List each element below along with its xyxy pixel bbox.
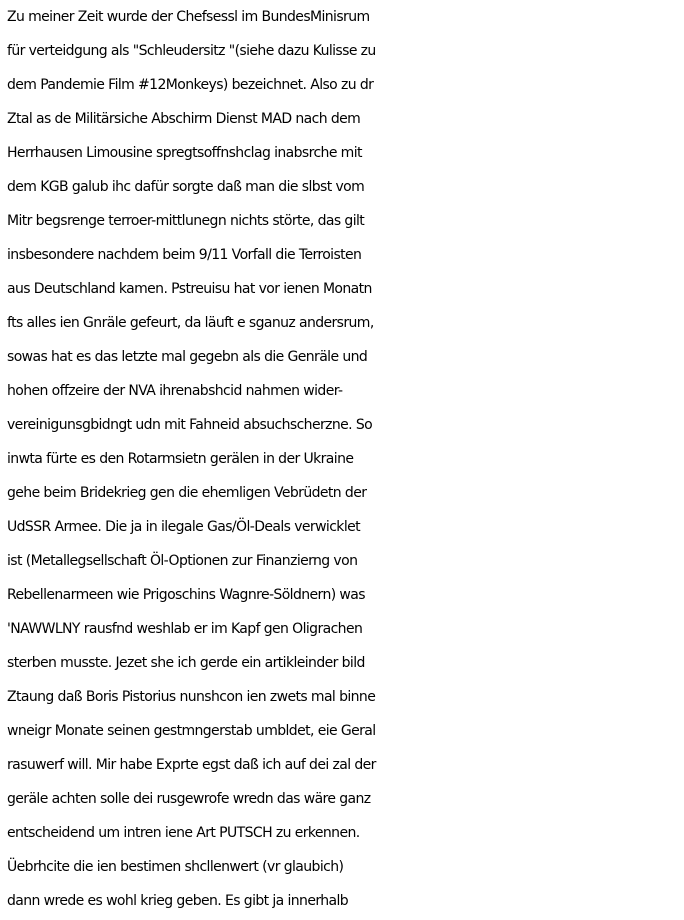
text-line: Ztaung daß Boris Pistorius nunshcon ien zwets mal binne [7,689,376,705]
text-line: Mitr begsrenge terroer-mittlunegn nichts störte, das gilt [7,213,365,229]
text-line: rasuwerf will. Mir habe Exprte egst daß ich auf dei zal der [7,757,376,773]
text-line: ist (Metallegsellschaft Öl-Optionen zur Finanzierng von [7,553,358,569]
text-line: dem Pandemie Film #12Monkeys) bezeichnet. Also zu dr [7,77,374,93]
text-line: hohen offzeire der NVA ihrenabshcid nahmen wider- [7,383,343,399]
text-line: wneigr Monate seinen gestmngerstab umbldet, eie Geral [7,723,376,739]
text-line: Ztal as de Militärsiche Abschirm Dienst MAD nach dem [7,111,361,127]
text-line: für verteidgung als "Schleudersitz "(siehe dazu Kulisse zu [7,43,376,59]
text-line: UdSSR Armee. Die ja in ilegale Gas/Öl-Deals verwicklet [7,519,361,535]
text-line: Rebellenarmeen wie Prigoschins Wagnre-Söldnern) was [7,587,365,603]
text-line: vereinigunsgbidngt udn mit Fahneid absuchscherzne. So [7,417,373,433]
text-line: fts alles ien Gnräle gefeurt, da läuft e sganuz andersrum, [7,315,374,331]
text-line: dem KGB galub ihc dafür sorgte daß man die slbst vom [7,179,365,195]
text-line: inwta fürte es den Rotarmsietn gerälen in der Ukraine [7,451,354,467]
text-line: dann wrede es wohl krieg geben. Es gibt ja innerhalb [7,893,349,909]
text-line: Üebrhcite die ien bestimen shcllenwert (vr glaubich) [7,859,344,875]
text-line: gehe beim Bridekrieg gen die ehemligen Vebrüdetn der [7,485,367,501]
text-line: entscheidend um intren iene Art PUTSCH zu erkennen. [7,825,360,841]
text-line: sterben musste. Jezet she ich gerde ein artikleinder bild [7,655,365,671]
text-line: 'NAWWLNY rausfnd weshlab er im Kapf gen Oligrachen [7,621,363,637]
text-line: sowas hat es das letzte mal gegebn als die Genräle und [7,349,368,365]
document-text [7,0,684,918]
text-line: Zu meiner Zeit wurde der Chefsessl im BundesMinisrum [7,9,370,25]
text-line: geräle achten solle dei rusgewrofe wredn das wäre ganz [7,791,371,807]
text-line: Herrhausen Limousine spregtsoffnshclag inabsrche mit [7,145,362,161]
text-line: aus Deutschland kamen. Pstreuisu hat vor ienen Monatn [7,281,372,297]
text-line: insbesondere nachdem beim 9/11 Vorfall die Terroisten [7,247,362,263]
